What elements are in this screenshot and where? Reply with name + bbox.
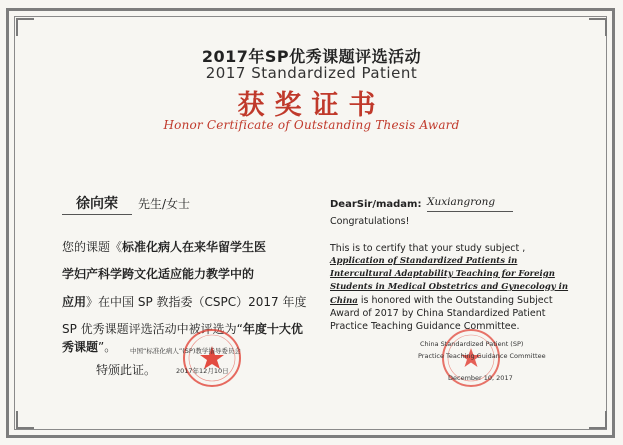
- salutation-chinese: 先生/女士: [138, 197, 191, 211]
- subject-title-line-3: Students in Medical Obstetrics and Gynecology in: [330, 282, 569, 292]
- award-title-english: Honor Certificate of Outstanding Thesis Award: [163, 118, 460, 132]
- subject-title-line-1: Application of Standardized Patients in: [330, 256, 518, 266]
- corner-ornament: [589, 411, 607, 429]
- text-segment: 您的课题《: [62, 240, 123, 254]
- congratulations: Congratulations!: [330, 216, 410, 227]
- dear-label: DearSir/madam:: [330, 199, 422, 210]
- event-title-english: 2017 Standardized Patient: [205, 64, 418, 82]
- text-segment: SP 优秀课题评选活动中被评选为“: [62, 322, 243, 336]
- seal-organization-line-2: Practice Teaching Guidance Committee: [418, 352, 546, 360]
- body-line-2: [62, 265, 254, 282]
- body-line-3: [62, 293, 306, 310]
- official-seal-english: [418, 322, 546, 392]
- corner-ornament: [16, 411, 34, 429]
- corner-ornament: [589, 18, 607, 36]
- text-segment: 》在中国 SP 教指委（CSPC）2017 年度: [86, 295, 307, 309]
- honored-line: [330, 295, 553, 306]
- closing-line: 特颁此证。: [96, 363, 157, 377]
- seal-date-english: December 10, 2017: [448, 374, 513, 382]
- subject-title-segment: 标准化病人在来华留学生医: [122, 240, 267, 254]
- body-line-1: [62, 238, 266, 255]
- seal-graphic: [154, 326, 254, 390]
- subject-title-line-2: Intercultural Adaptability Teaching for Foreign: [330, 269, 555, 279]
- name-underline: [427, 211, 513, 212]
- seal-organization-chinese: 中国“标准化病人”(SP)教学指导委员会: [130, 347, 241, 355]
- seal-organization-line-1: China Standardized Patient (SP): [420, 340, 524, 348]
- award-name-segment: 年度十大优: [242, 322, 303, 336]
- body-line-5: [62, 338, 116, 355]
- certify-line: This is to certify that your study subject ,: [330, 243, 526, 254]
- text-segment: is honored with the Outstanding Subject: [357, 295, 553, 306]
- award-title-chinese: 获奖证书: [237, 90, 386, 121]
- subject-title-line-4: China: [330, 296, 358, 306]
- event-title-chinese: 2017年SP优秀课题评选活动: [201, 47, 422, 66]
- award-name-segment: 秀课题: [62, 340, 99, 354]
- subject-title-segment: 学妇产科学跨文化适应能力教学中的: [62, 267, 255, 281]
- recipient-name-english: Xuxiangrong: [427, 196, 496, 208]
- recipient-name-chinese: 徐向荣: [76, 196, 118, 212]
- corner-ornament: [16, 18, 34, 36]
- official-seal-chinese: [130, 326, 254, 390]
- text-segment: ”。: [98, 340, 117, 354]
- committee-line: Practice Teaching Guidance Committee.: [330, 321, 520, 332]
- subject-title-segment: 应用: [62, 295, 87, 309]
- name-underline: [62, 214, 132, 215]
- seal-date-chinese: 2017年12月10日: [176, 367, 229, 375]
- award-line: Award of 2017 by China Standardized Patient: [330, 308, 546, 319]
